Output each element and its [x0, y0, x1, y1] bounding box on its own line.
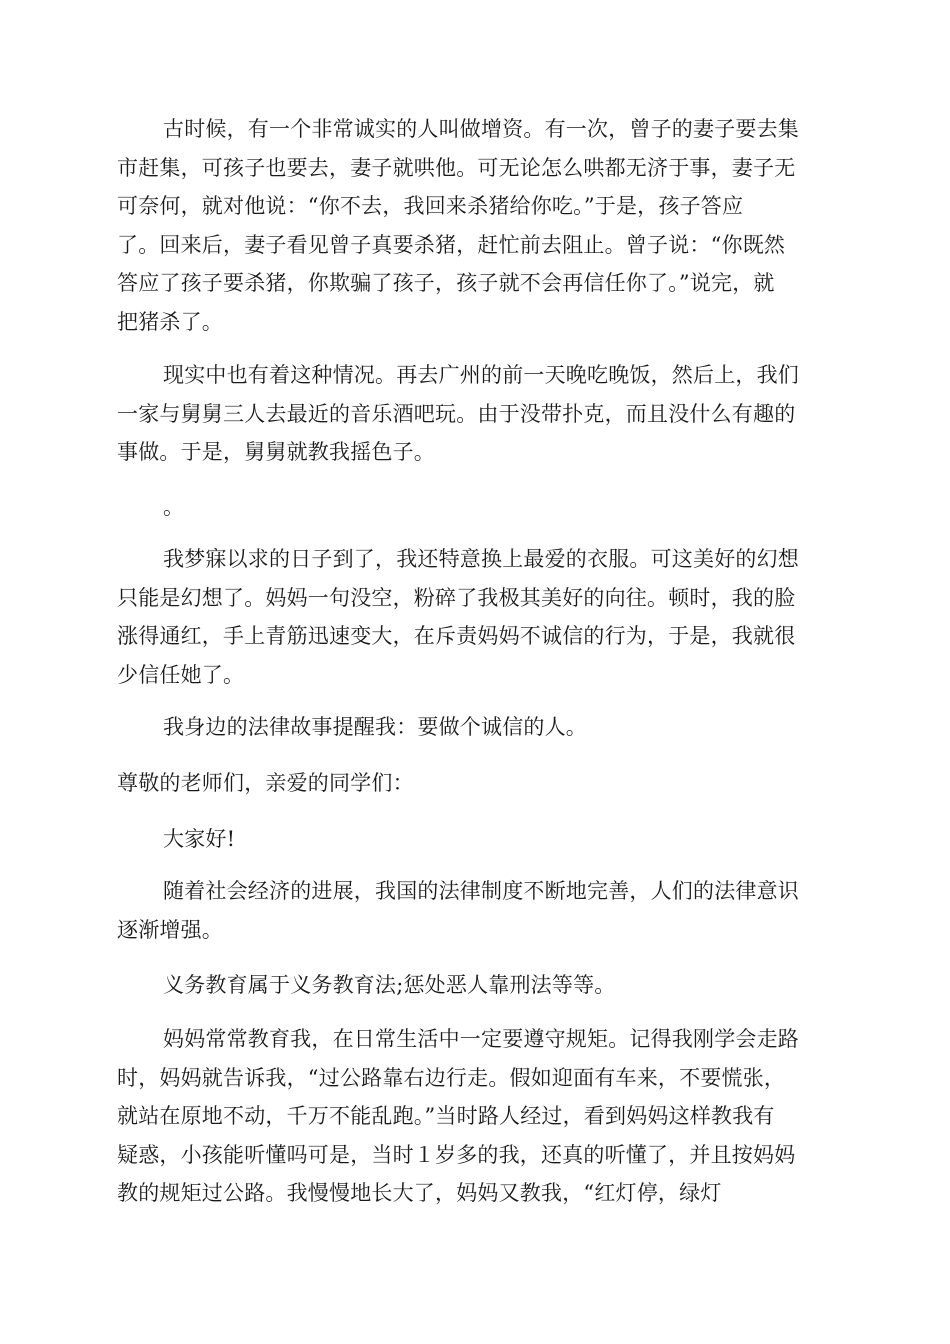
paragraph-line: 逐渐增强。: [117, 917, 223, 942]
paragraph-4: [117, 540, 833, 694]
paragraph-line: 时，妈妈就告诉我，“过公路靠右边行走。假如迎面有车来，不要慌张，: [117, 1065, 786, 1090]
paragraph-2: [117, 356, 833, 472]
paragraph-line: 答应了孩子要杀猪，你欺骗了孩子，孩子就不会再信任你了。”说完，就: [117, 271, 775, 295]
paragraph-line: 把猪杀了。: [117, 309, 223, 334]
paragraph-line: 一家与舅舅三人去最近的音乐酒吧玩。由于没带扑克，而且没什么有趣的: [117, 401, 796, 426]
paragraph-line: 随着社会经济的进展，我国的法律制度不断地完善，人们的法律意识: [163, 879, 799, 903]
paragraph-3: [117, 488, 833, 527]
paragraph-10: [117, 1020, 833, 1213]
paragraph-line: 大家好!: [163, 827, 236, 851]
paragraph-line: 我梦寐以求的日子到了，我还特意换上最爱的衣服。可这美好的幻想: [163, 547, 799, 571]
paragraph-line: 妈妈常常教育我，在日常生活中一定要遵守规矩。记得我刚学会走路: [163, 1027, 799, 1051]
salutation: [117, 764, 833, 803]
paragraph-8: [117, 872, 833, 949]
paragraph-1: [117, 110, 833, 341]
paragraph-line: 义务教育属于义务教育法;惩处恶人靠刑法等等。: [163, 973, 616, 997]
paragraph-line: 疑惑，小孩能听懂吗可是，当时１岁多的我，还真的听懂了，并且按妈妈: [117, 1142, 796, 1167]
paragraph-line: 就站在原地不动，千万不能乱跑。”当时路人经过，看到妈妈这样教我有: [117, 1104, 775, 1128]
paragraph-line: 涨得通红，手上青筋迅速变大，在斥责妈妈不诚信的行为，于是，我就很: [117, 624, 796, 648]
greeting: [117, 820, 833, 859]
paragraph-line: 。: [163, 495, 185, 519]
paragraph-line: 古时候，有一个非常诚实的人叫做增资。有一次，曾子的妻子要去集: [163, 117, 799, 141]
paragraph-9: [117, 966, 833, 1005]
paragraph-line: 只能是幻想了。妈妈一句没空，粉碎了我极其美好的向往。顿时，我的脸: [117, 585, 796, 610]
paragraph-line: 事做。于是，舅舅就教我摇色子。: [117, 440, 435, 464]
paragraph-line: 现实中也有着这种情况。再去广州的前一天晚吃晚饭，然后上，我们: [163, 363, 799, 387]
paragraph-line: 少信任她了。: [117, 662, 245, 687]
paragraph-5: [117, 708, 833, 747]
paragraph-line: 可奈何，就对他说：“你不去，我回来杀猪给你吃。”于是，孩子答应: [117, 194, 744, 218]
paragraph-line: 了。回来后，妻子看见曾子真要杀猪，赶忙前去阻止。曾子说：“你既然: [117, 232, 786, 257]
paragraph-line: 我身边的法律故事提醒我：要做个诚信的人。: [163, 715, 587, 739]
paragraph-line: 尊敬的老师们，亲爱的同学们：: [117, 771, 414, 795]
paragraph-line: 教的规矩过公路。我慢慢地长大了，妈妈又教我，“红灯停，绿灯: [117, 1181, 722, 1205]
paragraph-line: 市赶集，可孩子也要去，妻子就哄他。可无论怎么哄都无济于事，妻子无: [117, 155, 796, 180]
